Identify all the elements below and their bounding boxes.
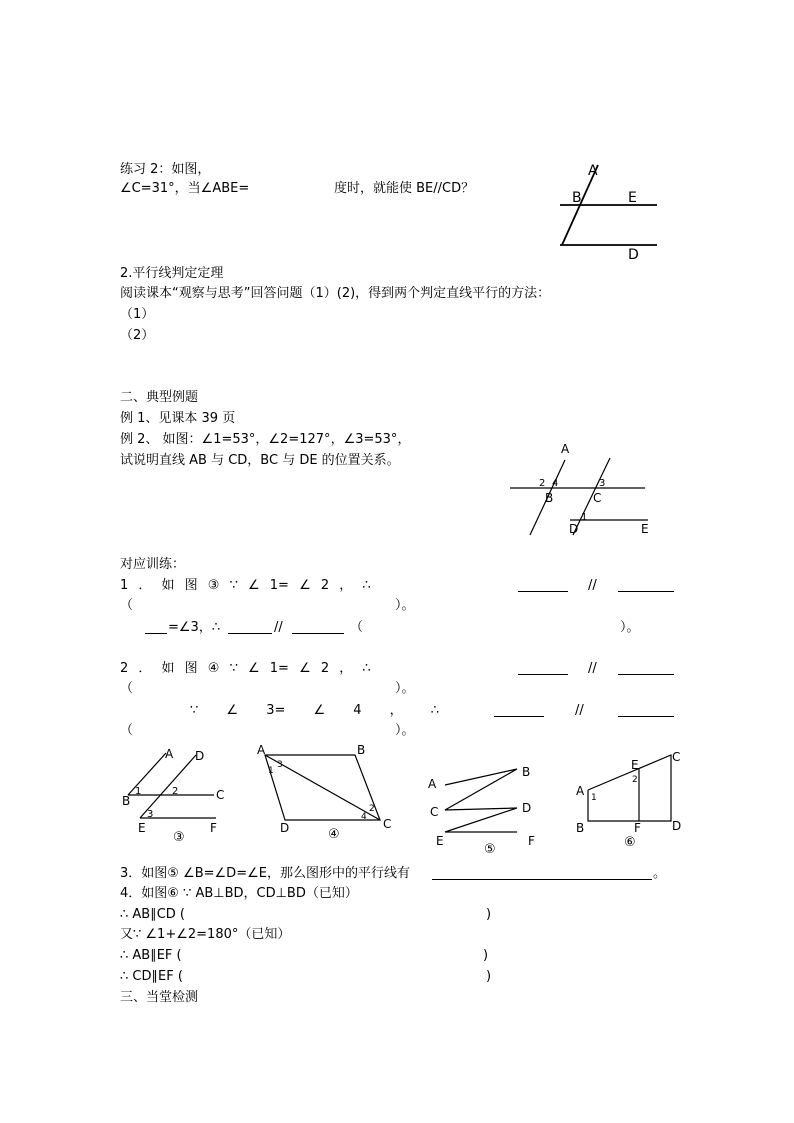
angle3-value: 53° [374,432,398,447]
svg-text:4: 4 [361,812,367,822]
sep1: ，∠2= [255,432,300,447]
svg-text:A: A [561,442,570,456]
q1-parallel2: // [274,620,283,635]
figure-5 [422,760,547,855]
svg-text:A: A [428,777,437,791]
svg-text:F: F [634,821,641,835]
q4-line3 [120,927,290,943]
exercise2-text-b: 度时，就能使 BE//CD？ [334,181,475,196]
figure-3 [118,743,228,843]
svg-text:B: B [545,491,554,505]
svg-text:E: E [138,821,146,835]
q1-blank5[interactable] [292,620,344,634]
q1-reason-close: ）。 [395,598,415,613]
angle1-value: 53° [232,432,256,447]
svg-text:B: B [522,765,531,779]
example2-line1 [120,432,410,448]
svg-text:F: F [210,821,217,835]
svg-text:C: C [430,805,439,819]
q2-line2: ∵ ∠ 3= ∠ 4 ， ∴ [190,703,440,718]
q1-blank1[interactable] [518,578,568,592]
section2-title: 2.平行线判定定理 [120,266,224,281]
svg-text:D: D [280,821,290,835]
svg-text:B: B [576,821,585,835]
example2-figure [505,440,665,540]
svg-text:A: A [165,747,174,761]
svg-text:A: A [257,743,266,757]
sep2: ，∠3= [330,432,375,447]
exercise2-text-a: ∠C=31°，当∠ABE= [120,181,250,196]
training-title: 对应训练： [120,557,186,572]
svg-text:3: 3 [277,760,283,770]
q3-blank[interactable] [432,866,652,880]
q1-line2-prefix: =∠3，∴ [168,620,221,635]
q4-line5-close: ) [486,969,492,984]
angle2-value: 127° [299,432,331,447]
q4-line5: ∴ CD∥EF ( [120,969,183,984]
svg-text:D: D [672,819,682,833]
svg-text:E: E [641,522,649,536]
q1-parallel1: // [588,578,597,593]
q4-line4-close: ) [483,948,489,963]
svg-text:C: C [672,750,681,764]
svg-text:2: 2 [172,786,179,797]
section2-item2: （2） [120,328,155,343]
q2-blank2[interactable] [618,661,674,675]
q4-line4: ∴ AB∥EF ( [120,948,182,963]
q4-line1: 4．如图⑥ ∵ AB⊥BD，CD⊥BD（已知） [120,886,358,901]
q2-blank1[interactable] [518,661,568,675]
svg-text:D: D [195,749,205,763]
q2-reason2-close: ）。 [395,723,415,738]
svg-text:E: E [631,758,639,772]
svg-text:B: B [357,743,366,757]
q4-line2: ∴ AB∥CD ( [120,907,186,922]
q2-reason-close: ）。 [395,681,415,696]
svg-text:C: C [216,788,225,802]
svg-text:1: 1 [135,786,142,797]
q1-line1: 1 ． 如 图 ③ ∵ ∠ 1= ∠ 2 ， ∴ [120,578,371,593]
q4-line3-prefix: 又∵ ∠1+∠2= [120,927,208,942]
svg-text:D: D [522,801,532,815]
q4-line2-close: ) [486,907,492,922]
q1-reason2-close: ）。 [620,620,640,635]
exercise2-title: 练习 2：如图， [120,162,211,177]
q1-blank3[interactable] [145,620,167,634]
ex2-label-b: B [572,190,582,206]
q2-blank3[interactable] [494,703,544,717]
svg-text:⑤: ⑤ [484,842,496,857]
svg-text:2: 2 [369,804,375,814]
figure-4 [255,740,400,845]
section2-item1: （1） [120,307,155,322]
svg-text:2: 2 [632,775,638,785]
q4-angle-sum: 180° [207,927,239,942]
section2-intro: 阅读课本“观察与思考”回答问题（1）(2)，得到两个判定直线平行的方法： [120,286,551,301]
svg-text:E: E [436,834,444,848]
svg-text:B: B [122,794,131,808]
example2-prefix: 例 2、 如图：∠1= [120,432,233,447]
exercise2-figure [540,155,670,265]
figure-6 [572,745,687,850]
example1: 例 1、见课本 39 页 [120,411,236,426]
svg-text:⑥: ⑥ [624,835,636,850]
part2-title: 二、典型例题 [120,390,199,405]
ex2-label-d: D [628,247,639,263]
svg-text:4: 4 [552,478,559,489]
svg-text:③: ③ [173,830,185,845]
q2-reason-open: （ [120,681,134,696]
svg-text:2: 2 [539,478,546,489]
svg-text:3: 3 [599,478,606,489]
svg-text:A: A [576,784,585,798]
q1-blank2[interactable] [618,578,674,592]
q1-blank4[interactable] [228,620,272,634]
q4-line3-suffix: （已知） [238,927,291,942]
sep3: ， [397,432,411,447]
svg-text:1: 1 [581,512,588,523]
svg-text:C: C [383,817,392,831]
ex2-label-e: E [628,190,637,206]
q2-reason2-open: （ [120,723,134,738]
q3-text: 3．如图⑤ ∠B=∠D=∠E，那么图形中的平行线有 [120,866,410,881]
svg-text:1: 1 [591,793,597,803]
q2-line1: 2 ． 如 图 ④ ∵ ∠ 1= ∠ 2 ， ∴ [120,661,371,676]
ex2-label-a: A [588,163,598,179]
q2-parallel1: // [588,661,597,676]
q2-parallel2: // [575,703,584,718]
example2-line2: 试说明直线 AB 与 CD，BC 与 DE 的位置关系。 [120,453,400,468]
svg-text:1: 1 [268,766,274,776]
q2-blank4[interactable] [618,703,674,717]
part3-title: 三、当堂检测 [120,990,199,1005]
q1-reason-open: （ [120,598,134,613]
svg-text:D: D [569,522,579,536]
q1-reason2-open: （ [350,620,364,635]
svg-text:④: ④ [328,827,340,842]
svg-text:C: C [593,491,602,505]
svg-text:3: 3 [147,809,154,820]
svg-text:F: F [528,834,535,848]
q3-end: 。 [653,866,667,881]
